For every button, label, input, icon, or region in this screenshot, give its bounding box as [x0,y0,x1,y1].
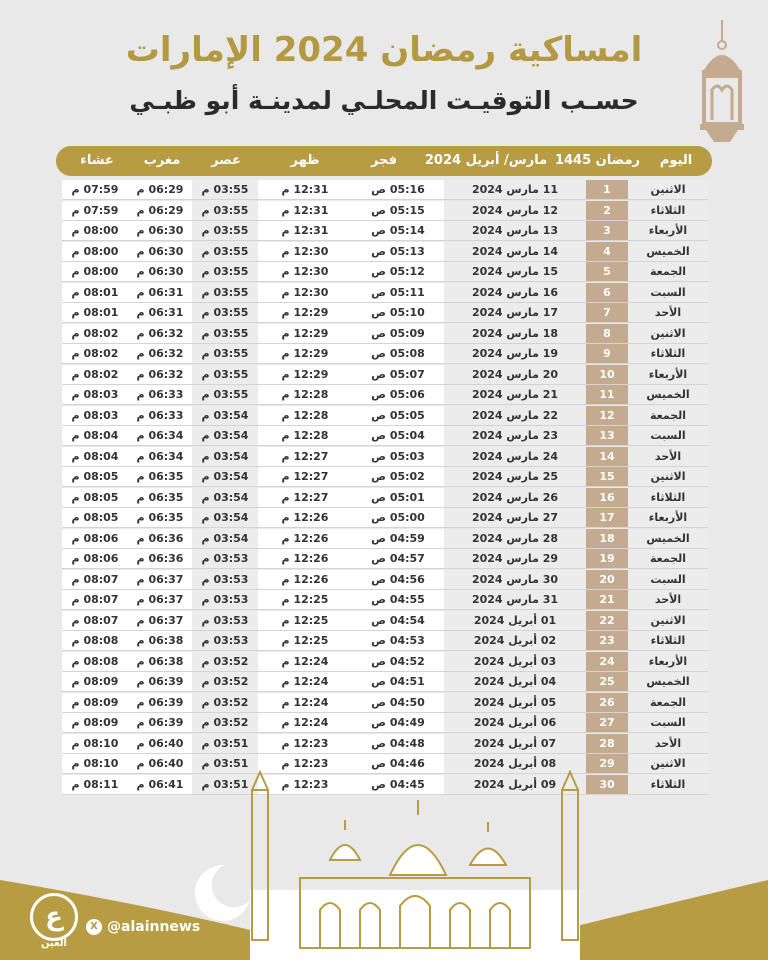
table-row [62,508,708,528]
cell-date: 25 مارس 2024 [444,467,586,486]
cell-maghrib: 06:36 م [128,549,192,568]
cell-asr: 03:55 م [192,324,258,343]
cell-num: 18 [586,529,628,548]
cell-day: الخميس [628,529,708,548]
cell-asr: 03:55 م [192,303,258,322]
table-row [62,406,708,426]
cell-asr: 03:55 م [192,365,258,384]
cell-day: الأربعاء [628,221,708,240]
cell-dhuhr: 12:29 م [258,303,352,322]
table-row [62,426,708,446]
cell-num: 5 [586,262,628,281]
cell-date: 01 أبريل 2024 [444,611,586,630]
cell-asr: 03:52 م [192,693,258,712]
cell-isha: 08:02 م [62,344,128,363]
cell-dhuhr: 12:24 م [258,652,352,671]
cell-isha: 08:05 م [62,467,128,486]
social-handle[interactable] [86,919,200,935]
cell-day: الأحد [628,734,708,753]
cell-date: 18 مارس 2024 [444,324,586,343]
cell-isha: 08:10 م [62,734,128,753]
table-row [62,652,708,672]
cell-isha: 08:09 م [62,713,128,732]
cell-asr: 03:53 م [192,549,258,568]
cell-asr: 03:54 م [192,406,258,425]
cell-num: 13 [586,426,628,445]
cell-maghrib: 06:32 م [128,365,192,384]
cell-dhuhr: 12:28 م [258,385,352,404]
cell-date: 13 مارس 2024 [444,221,586,240]
table-row [62,221,708,241]
cell-dhuhr: 12:26 م [258,549,352,568]
table-row [62,344,708,364]
cell-maghrib: 06:31 م [128,303,192,322]
cell-asr: 03:53 م [192,611,258,630]
cell-date: 27 مارس 2024 [444,508,586,527]
cell-dhuhr: 12:30 م [258,283,352,302]
cell-maghrib: 06:29 م [128,180,192,199]
cell-dhuhr: 12:24 م [258,672,352,691]
cell-fajr: 05:12 ص [352,262,444,281]
cell-maghrib: 06:33 م [128,406,192,425]
cell-date: 03 أبريل 2024 [444,652,586,671]
cell-isha: 07:59 م [62,201,128,220]
cell-num: 22 [586,611,628,630]
page-subtitle: حسـب التوقيـت المحلـي لمدينـة أبو ظبـي [129,86,639,115]
cell-date: 05 أبريل 2024 [444,693,586,712]
cell-fajr: 05:01 ص [352,488,444,507]
cell-dhuhr: 12:27 م [258,467,352,486]
cell-day: الأربعاء [628,652,708,671]
cell-fajr: 04:53 ص [352,631,444,650]
cell-num: 30 [586,775,628,794]
cell-fajr: 05:15 ص [352,201,444,220]
cell-fajr: 05:14 ص [352,221,444,240]
cell-maghrib: 06:39 م [128,713,192,732]
header-ramadan: رمضان 1445 [554,153,640,168]
cell-num: 29 [586,754,628,773]
table-header [56,146,712,176]
cell-isha: 08:08 م [62,631,128,650]
cell-isha: 07:59 م [62,180,128,199]
cell-num: 19 [586,549,628,568]
alain-logo: ع [30,893,78,941]
cell-maghrib: 06:38 م [128,631,192,650]
table-row [62,570,708,590]
cell-num: 9 [586,344,628,363]
cell-num: 24 [586,652,628,671]
table-row [62,529,708,549]
cell-date: 17 مارس 2024 [444,303,586,322]
table-row [62,467,708,487]
table-row [62,672,708,692]
cell-fajr: 05:07 ص [352,365,444,384]
cell-fajr: 05:04 ص [352,426,444,445]
cell-isha: 08:03 م [62,385,128,404]
cell-date: 19 مارس 2024 [444,344,586,363]
cell-isha: 08:04 م [62,426,128,445]
alain-logo-text: العين [41,938,67,949]
cell-fajr: 05:08 ص [352,344,444,363]
cell-num: 15 [586,467,628,486]
cell-asr: 03:51 م [192,775,258,794]
cell-fajr: 05:16 ص [352,180,444,199]
cell-asr: 03:53 م [192,631,258,650]
cell-day: الثلاثاء [628,775,708,794]
cell-day: الأربعاء [628,508,708,527]
cell-isha: 08:02 م [62,324,128,343]
cell-asr: 03:54 م [192,426,258,445]
cell-fajr: 05:06 ص [352,385,444,404]
cell-isha: 08:06 م [62,549,128,568]
cell-day: الخميس [628,242,708,261]
cell-isha: 08:00 م [62,242,128,261]
cell-fajr: 04:45 ص [352,775,444,794]
cell-fajr: 05:03 ص [352,447,444,466]
cell-date: 11 مارس 2024 [444,180,586,199]
table-row [62,324,708,344]
cell-date: 30 مارس 2024 [444,570,586,589]
imsakiya-table [62,180,708,796]
cell-num: 17 [586,508,628,527]
cell-asr: 03:54 م [192,447,258,466]
cell-asr: 03:54 م [192,508,258,527]
cell-day: الأحد [628,590,708,609]
cell-day: الاثنين [628,611,708,630]
cell-isha: 08:05 م [62,508,128,527]
cell-maghrib: 06:31 م [128,283,192,302]
cell-maghrib: 06:39 م [128,693,192,712]
cell-fajr: 04:49 ص [352,713,444,732]
cell-isha: 08:04 م [62,447,128,466]
cell-num: 27 [586,713,628,732]
cell-maghrib: 06:35 م [128,508,192,527]
cell-dhuhr: 12:28 م [258,406,352,425]
cell-maghrib: 06:30 م [128,221,192,240]
cell-num: 14 [586,447,628,466]
cell-fajr: 04:54 ص [352,611,444,630]
cell-date: 07 أبريل 2024 [444,734,586,753]
cell-maghrib: 06:39 م [128,672,192,691]
cell-isha: 08:06 م [62,529,128,548]
lantern-icon [690,20,754,150]
cell-day: الجمعة [628,406,708,425]
cell-dhuhr: 12:26 م [258,529,352,548]
cell-date: 23 مارس 2024 [444,426,586,445]
cell-fajr: 05:09 ص [352,324,444,343]
cell-asr: 03:51 م [192,754,258,773]
table-row [62,447,708,467]
cell-maghrib: 06:37 م [128,590,192,609]
table-row [62,611,708,631]
cell-isha: 08:09 م [62,672,128,691]
cell-dhuhr: 12:31 م [258,201,352,220]
table-row [62,488,708,508]
cell-isha: 08:07 م [62,570,128,589]
header-day: اليوم [659,153,693,168]
cell-asr: 03:53 م [192,590,258,609]
cell-dhuhr: 12:25 م [258,611,352,630]
cell-dhuhr: 12:28 م [258,426,352,445]
cell-maghrib: 06:38 م [128,652,192,671]
cell-fajr: 05:13 ص [352,242,444,261]
table-row [62,201,708,221]
cell-day: الأحد [628,447,708,466]
cell-date: 21 مارس 2024 [444,385,586,404]
cell-date: 08 أبريل 2024 [444,754,586,773]
header-dhuhr: ظهر [290,153,320,168]
cell-isha: 08:10 م [62,754,128,773]
cell-dhuhr: 12:23 م [258,734,352,753]
table-row [62,590,708,610]
cell-maghrib: 06:29 م [128,201,192,220]
cell-maghrib: 06:32 م [128,344,192,363]
cell-maghrib: 06:37 م [128,570,192,589]
cell-fajr: 04:56 ص [352,570,444,589]
header-asr: عصر [211,153,241,168]
table-row [62,549,708,569]
cell-day: الثلاثاء [628,344,708,363]
cell-maghrib: 06:37 م [128,611,192,630]
cell-asr: 03:55 م [192,385,258,404]
cell-day: الاثنين [628,467,708,486]
cell-maghrib: 06:41 م [128,775,192,794]
cell-asr: 03:55 م [192,262,258,281]
cell-asr: 03:55 م [192,201,258,220]
cell-asr: 03:52 م [192,672,258,691]
cell-dhuhr: 12:27 م [258,447,352,466]
cell-maghrib: 06:30 م [128,262,192,281]
cell-dhuhr: 12:25 م [258,631,352,650]
cell-day: الثلاثاء [628,488,708,507]
cell-date: 06 أبريل 2024 [444,713,586,732]
cell-day: الأربعاء [628,365,708,384]
cell-isha: 08:03 م [62,406,128,425]
cell-isha: 08:08 م [62,652,128,671]
cell-date: 22 مارس 2024 [444,406,586,425]
cell-isha: 08:00 م [62,221,128,240]
cell-day: الأحد [628,303,708,322]
table-row [62,262,708,282]
cell-day: الجمعة [628,549,708,568]
table-row [62,180,708,200]
cell-num: 10 [586,365,628,384]
cell-dhuhr: 12:29 م [258,344,352,363]
cell-num: 26 [586,693,628,712]
cell-asr: 03:55 م [192,283,258,302]
cell-day: الاثنين [628,180,708,199]
cell-date: 26 مارس 2024 [444,488,586,507]
cell-fajr: 04:52 ص [352,652,444,671]
cell-dhuhr: 12:24 م [258,693,352,712]
cell-maghrib: 06:36 م [128,529,192,548]
cell-isha: 08:07 م [62,590,128,609]
table-row [62,385,708,405]
cell-asr: 03:55 م [192,221,258,240]
cell-day: السبت [628,283,708,302]
cell-fajr: 04:59 ص [352,529,444,548]
table-row [62,713,708,733]
page-title: امساكية رمضان 2024 الإمارات [125,30,643,70]
cell-fajr: 05:00 ص [352,508,444,527]
cell-day: الاثنين [628,324,708,343]
cell-dhuhr: 12:30 م [258,242,352,261]
cell-num: 11 [586,385,628,404]
cell-asr: 03:51 م [192,734,258,753]
cell-date: 02 أبريل 2024 [444,631,586,650]
cell-dhuhr: 12:26 م [258,508,352,527]
cell-num: 3 [586,221,628,240]
cell-asr: 03:53 م [192,570,258,589]
cell-asr: 03:55 م [192,242,258,261]
cell-num: 28 [586,734,628,753]
cell-dhuhr: 12:23 م [258,775,352,794]
cell-dhuhr: 12:31 م [258,180,352,199]
cell-num: 7 [586,303,628,322]
cell-maghrib: 06:35 م [128,467,192,486]
cell-dhuhr: 12:27 م [258,488,352,507]
cell-dhuhr: 12:30 م [258,262,352,281]
cell-day: الخميس [628,672,708,691]
cell-maghrib: 06:30 م [128,242,192,261]
cell-date: 28 مارس 2024 [444,529,586,548]
cell-fajr: 04:57 ص [352,549,444,568]
cell-isha: 08:05 م [62,488,128,507]
cell-num: 4 [586,242,628,261]
cell-num: 16 [586,488,628,507]
cell-dhuhr: 12:26 م [258,570,352,589]
cell-date: 31 مارس 2024 [444,590,586,609]
cell-dhuhr: 12:29 م [258,324,352,343]
cell-fajr: 04:46 ص [352,754,444,773]
cell-dhuhr: 12:25 م [258,590,352,609]
cell-asr: 03:54 م [192,467,258,486]
header-fajr: فجر [371,153,397,168]
cell-isha: 08:02 م [62,365,128,384]
cell-date: 12 مارس 2024 [444,201,586,220]
cell-fajr: 04:48 ص [352,734,444,753]
cell-day: الخميس [628,385,708,404]
cell-date: 14 مارس 2024 [444,242,586,261]
table-row [62,631,708,651]
table-row [62,283,708,303]
cell-date: 15 مارس 2024 [444,262,586,281]
header-maghrib: مغرب [143,153,181,168]
cell-date: 20 مارس 2024 [444,365,586,384]
header-date: مارس/ أبريل 2024 [424,153,548,168]
cell-maghrib: 06:33 م [128,385,192,404]
cell-num: 6 [586,283,628,302]
cell-isha: 08:07 م [62,611,128,630]
table-row [62,734,708,754]
cell-maghrib: 06:35 م [128,488,192,507]
cell-asr: 03:54 م [192,488,258,507]
cell-isha: 08:11 م [62,775,128,794]
cell-day: السبت [628,570,708,589]
cell-date: 16 مارس 2024 [444,283,586,302]
cell-day: الجمعة [628,693,708,712]
cell-num: 23 [586,631,628,650]
cell-day: الاثنين [628,754,708,773]
cell-asr: 03:52 م [192,713,258,732]
cell-dhuhr: 12:23 م [258,754,352,773]
cell-day: السبت [628,713,708,732]
cell-num: 20 [586,570,628,589]
cell-num: 8 [586,324,628,343]
cell-isha: 08:09 م [62,693,128,712]
social-handle-text: @alainnews [107,919,201,935]
cell-maghrib: 06:34 م [128,426,192,445]
cell-maghrib: 06:34 م [128,447,192,466]
cell-num: 1 [586,180,628,199]
cell-day: الثلاثاء [628,201,708,220]
cell-date: 24 مارس 2024 [444,447,586,466]
cell-date: 04 أبريل 2024 [444,672,586,691]
cell-num: 21 [586,590,628,609]
cell-date: 09 أبريل 2024 [444,775,586,794]
cell-asr: 03:54 م [192,529,258,548]
table-row [62,365,708,385]
cell-num: 25 [586,672,628,691]
cell-fajr: 05:02 ص [352,467,444,486]
cell-fajr: 05:10 ص [352,303,444,322]
cell-day: الثلاثاء [628,631,708,650]
cell-fajr: 05:11 ص [352,283,444,302]
cell-num: 2 [586,201,628,220]
cell-day: السبت [628,426,708,445]
cell-maghrib: 06:40 م [128,734,192,753]
cell-dhuhr: 12:31 م [258,221,352,240]
table-row [62,693,708,713]
cell-fajr: 04:55 ص [352,590,444,609]
cell-day: الجمعة [628,262,708,281]
cell-isha: 08:01 م [62,303,128,322]
cell-maghrib: 06:40 م [128,754,192,773]
cell-asr: 03:55 م [192,180,258,199]
header-isha: عشاء [80,153,114,168]
cell-maghrib: 06:32 م [128,324,192,343]
cell-fajr: 04:51 ص [352,672,444,691]
cell-dhuhr: 12:29 م [258,365,352,384]
cell-asr: 03:52 م [192,652,258,671]
cell-asr: 03:55 م [192,344,258,363]
cell-fajr: 04:50 ص [352,693,444,712]
cell-num: 12 [586,406,628,425]
table-row [62,242,708,262]
x-twitter-icon: X [86,919,102,935]
cell-dhuhr: 12:24 م [258,713,352,732]
cell-isha: 08:00 م [62,262,128,281]
cell-date: 29 مارس 2024 [444,549,586,568]
cell-isha: 08:01 م [62,283,128,302]
table-row [62,303,708,323]
cell-fajr: 05:05 ص [352,406,444,425]
